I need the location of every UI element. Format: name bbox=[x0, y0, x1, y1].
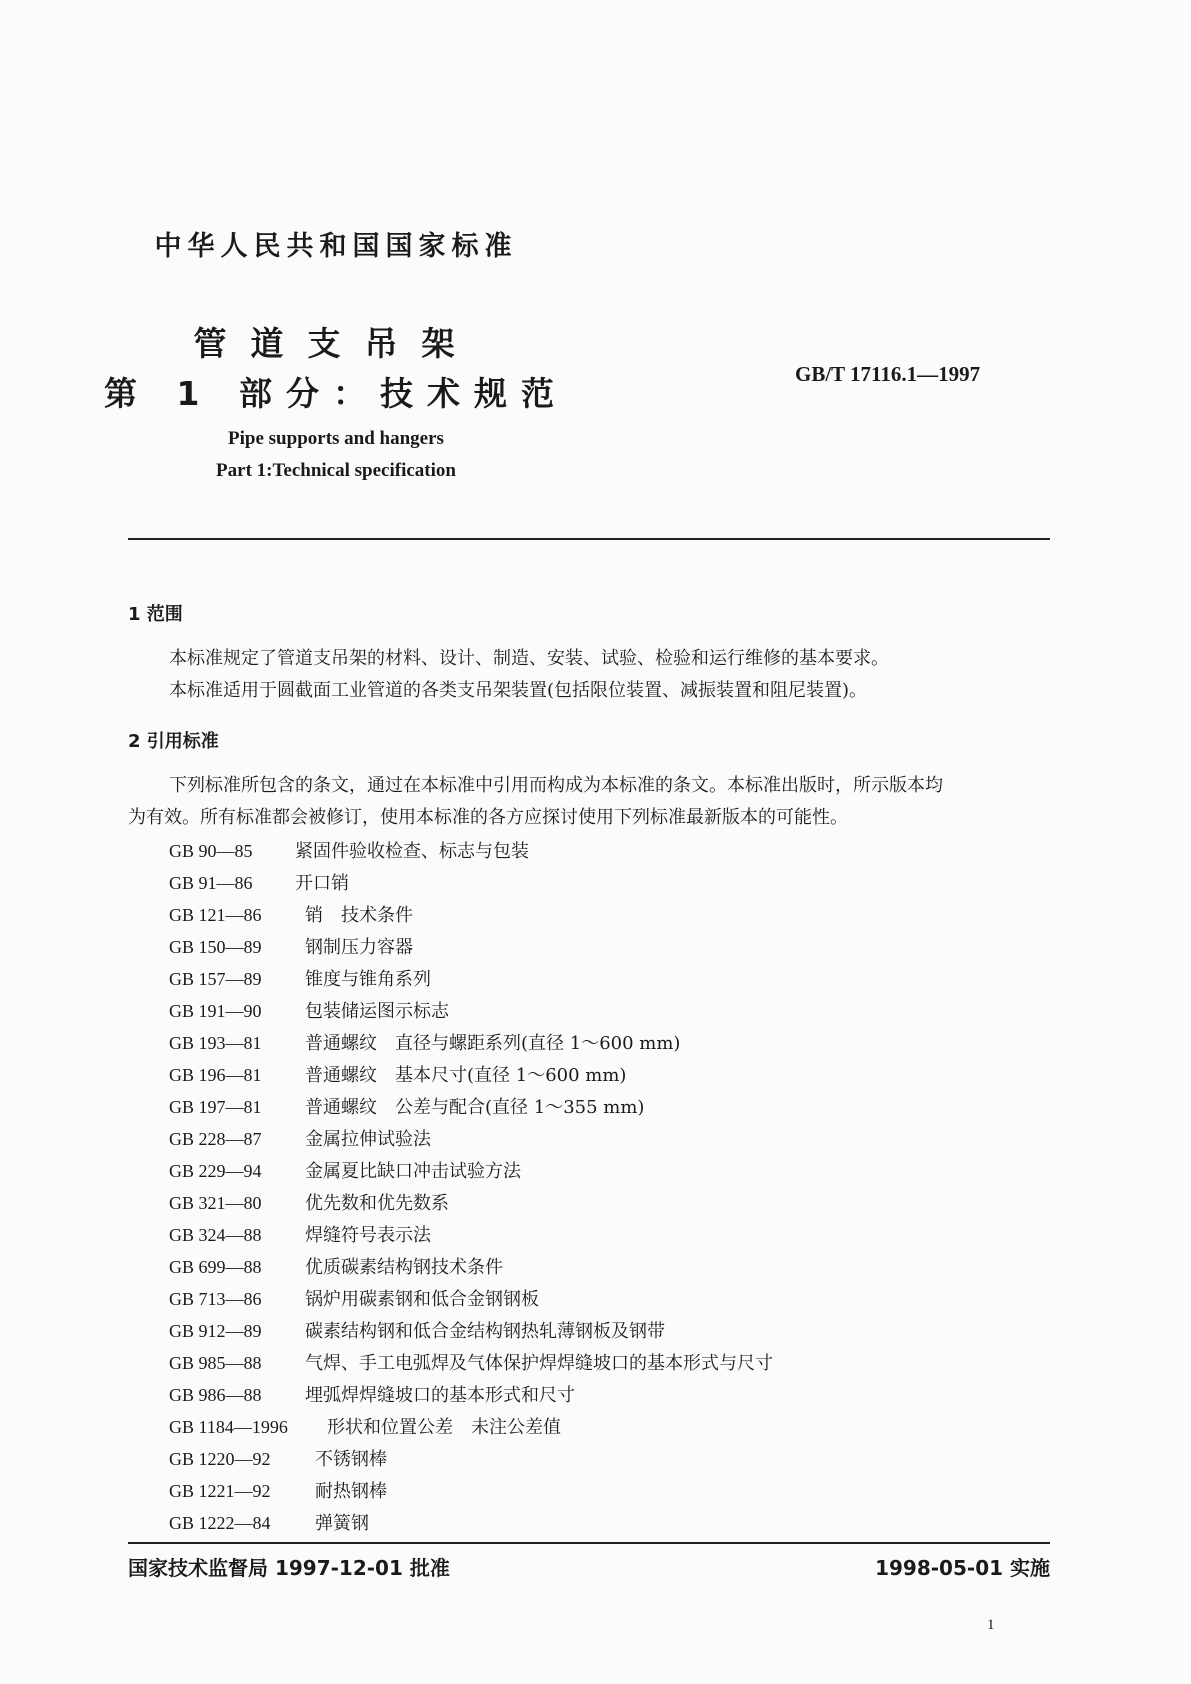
reference-title: 优先数和优先数系 bbox=[305, 1193, 449, 1214]
reference-title: 包装储运图示标志 bbox=[305, 1001, 449, 1022]
implementation-date: 1998-05-01 实施 bbox=[875, 1556, 1050, 1580]
reference-code: GB 699—88 bbox=[169, 1257, 262, 1277]
reference-title: 普通螺纹 公差与配合(直径 1～355 mm) bbox=[305, 1097, 645, 1118]
reference-item bbox=[169, 1283, 773, 1315]
reference-title: 焊缝符号表示法 bbox=[305, 1225, 431, 1246]
reference-code: GB 191—90 bbox=[169, 1001, 262, 1021]
reference-title: 气焊、手工电弧焊及气体保护焊焊缝坡口的基本形式与尺寸 bbox=[305, 1353, 773, 1374]
reference-item bbox=[169, 1059, 773, 1091]
reference-item bbox=[169, 1027, 773, 1059]
reference-code: GB 1184—1996 bbox=[169, 1417, 288, 1437]
reference-item bbox=[169, 899, 773, 931]
reference-code: GB 1222—84 bbox=[169, 1513, 271, 1533]
section-1-paragraph: 本标准适用于圆截面工业管道的各类支吊架装置(包括限位装置、减振装置和阻尼装置)。 bbox=[169, 680, 868, 701]
reference-code: GB 150—89 bbox=[169, 937, 262, 957]
reference-item bbox=[169, 1219, 773, 1251]
reference-item bbox=[169, 1347, 773, 1379]
reference-item bbox=[169, 1155, 773, 1187]
approval-date: 国家技术监督局 1997-12-01 批准 bbox=[128, 1556, 450, 1580]
document-title-line1: 管道支吊架 bbox=[193, 324, 479, 363]
english-title-line1: Pipe supports and hangers bbox=[228, 428, 444, 449]
reference-code: GB 713—86 bbox=[169, 1289, 262, 1309]
section-2-paragraph: 为有效。所有标准都会被修订，使用本标准的各方应探讨使用下列标准最新版本的可能性。 bbox=[128, 807, 848, 828]
reference-item bbox=[169, 835, 773, 867]
reference-item bbox=[169, 1379, 773, 1411]
section-1-heading: 1 范围 bbox=[128, 604, 183, 625]
reference-title: 碳素结构钢和低合金结构钢热轧薄钢板及钢带 bbox=[305, 1321, 665, 1342]
reference-list bbox=[169, 835, 773, 1539]
page-number: 1 bbox=[987, 1617, 995, 1633]
section-2-paragraph: 下列标准所包含的条文，通过在本标准中引用而构成为本标准的条文。本标准出版时，所示版本均 bbox=[169, 775, 943, 796]
section-2-heading: 2 引用标准 bbox=[128, 731, 219, 752]
reference-code: GB 121—86 bbox=[169, 905, 262, 925]
reference-title: 优质碳素结构钢技术条件 bbox=[305, 1257, 503, 1278]
footer-divider bbox=[128, 1542, 1050, 1544]
reference-title: 金属拉伸试验法 bbox=[305, 1129, 431, 1150]
reference-code: GB 324—88 bbox=[169, 1225, 262, 1245]
reference-item bbox=[169, 1411, 773, 1443]
reference-title: 金属夏比缺口冲击试验方法 bbox=[305, 1161, 521, 1182]
reference-item bbox=[169, 995, 773, 1027]
reference-title: 锅炉用碳素钢和低合金钢钢板 bbox=[305, 1289, 539, 1310]
reference-item bbox=[169, 1123, 773, 1155]
reference-code: GB 193—81 bbox=[169, 1033, 262, 1053]
reference-item bbox=[169, 1475, 773, 1507]
reference-item bbox=[169, 1443, 773, 1475]
reference-title: 不锈钢棒 bbox=[315, 1449, 387, 1470]
reference-code: GB 196—81 bbox=[169, 1065, 262, 1085]
reference-code: GB 986—88 bbox=[169, 1385, 262, 1405]
reference-code: GB 90—85 bbox=[169, 841, 253, 861]
reference-item bbox=[169, 867, 773, 899]
reference-title: 耐热钢棒 bbox=[315, 1481, 387, 1502]
reference-code: GB 197—81 bbox=[169, 1097, 262, 1117]
reference-title: 弹簧钢 bbox=[315, 1513, 369, 1534]
header-divider bbox=[128, 538, 1050, 540]
reference-item bbox=[169, 1507, 773, 1539]
reference-item bbox=[169, 1187, 773, 1219]
english-title-line2: Part 1:Technical specification bbox=[216, 460, 456, 481]
reference-code: GB 912—89 bbox=[169, 1321, 262, 1341]
document-title-line2: 第 1 部分：技术规范 bbox=[104, 374, 568, 413]
reference-item bbox=[169, 1091, 773, 1123]
reference-code: GB 321—80 bbox=[169, 1193, 262, 1213]
reference-title: 钢制压力容器 bbox=[305, 937, 413, 958]
reference-code: GB 1221—92 bbox=[169, 1481, 271, 1501]
section-1-paragraph: 本标准规定了管道支吊架的材料、设计、制造、安装、试验、检验和运行维修的基本要求。 bbox=[169, 648, 889, 669]
reference-code: GB 91—86 bbox=[169, 873, 253, 893]
reference-title: 锥度与锥角系列 bbox=[305, 969, 431, 990]
national-standard-label: 中华人民共和国国家标准 bbox=[154, 231, 518, 262]
reference-item bbox=[169, 963, 773, 995]
reference-code: GB 1220—92 bbox=[169, 1449, 271, 1469]
reference-title: 紧固件验收检查、标志与包装 bbox=[295, 841, 529, 862]
reference-code: GB 985—88 bbox=[169, 1353, 262, 1373]
standard-number: GB/T 17116.1—1997 bbox=[795, 362, 981, 386]
reference-item bbox=[169, 931, 773, 963]
reference-item bbox=[169, 1315, 773, 1347]
reference-title: 普通螺纹 直径与螺距系列(直径 1～600 mm) bbox=[305, 1033, 681, 1054]
reference-title: 销 技术条件 bbox=[305, 905, 413, 926]
reference-title: 开口销 bbox=[295, 873, 349, 894]
reference-code: GB 228—87 bbox=[169, 1129, 262, 1149]
reference-item bbox=[169, 1251, 773, 1283]
reference-code: GB 157—89 bbox=[169, 969, 262, 989]
reference-title: 形状和位置公差 未注公差值 bbox=[327, 1417, 561, 1438]
reference-title: 埋弧焊焊缝坡口的基本形式和尺寸 bbox=[305, 1385, 575, 1406]
reference-title: 普通螺纹 基本尺寸(直径 1～600 mm) bbox=[305, 1065, 627, 1086]
reference-code: GB 229—94 bbox=[169, 1161, 262, 1181]
